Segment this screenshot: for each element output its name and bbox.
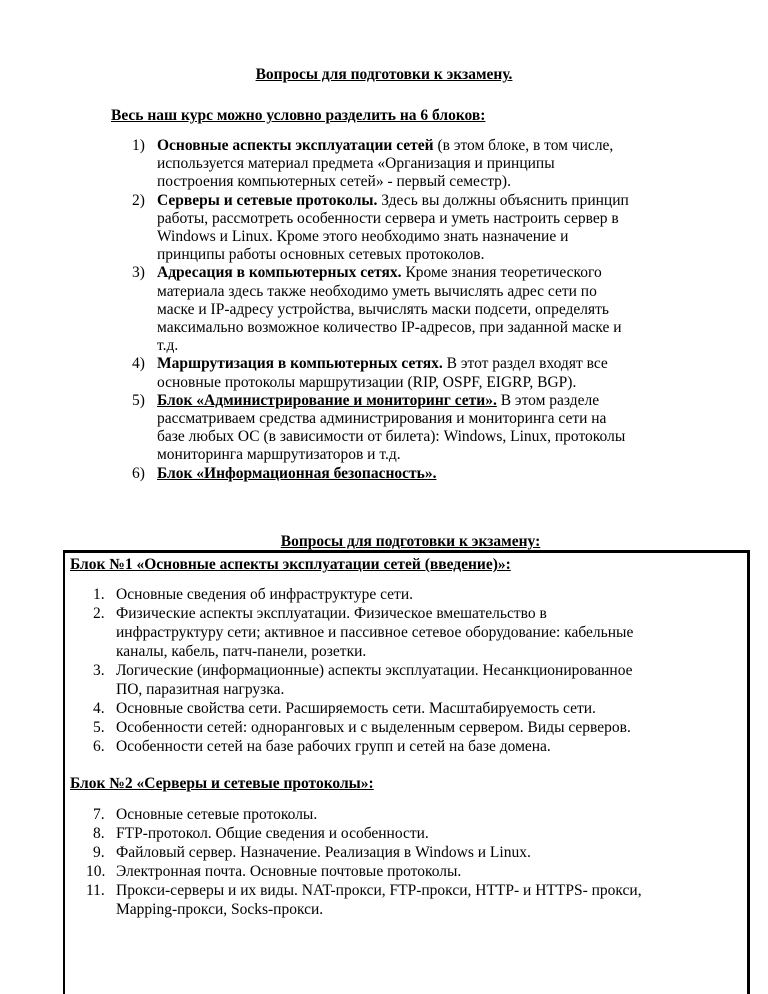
question-number: 11. [86,882,105,899]
frame-border-top [63,550,750,553]
overview-item-line: мониторинга маршрутизаторов и т.д. [157,446,401,464]
overview-item-line: максимально возможное количество IP-адресов, при заданной маске и [157,319,622,336]
question-number: 1. [93,586,105,603]
overview-item-bold: Блок «Администрирование и мониторинг сети». [157,391,497,409]
overview-item-bold: Серверы и сетевые протоколы. [157,191,378,209]
question-number: 9. [93,844,105,861]
overview-item-line: Адресация в компьютерных сетях. Кроме знания теоретического [157,264,602,282]
question-text: Mapping-прокси, Socks-прокси. [116,901,324,918]
question-number: 4. [93,700,105,717]
frame-border-left [63,550,65,994]
question-number: 7. [93,806,105,823]
block1-heading: Блок №1 «Основные аспекты эксплуатации сетей (введение)»: [70,556,511,573]
question-text: Прокси-серверы и их виды. NAT-прокси, FTP-прокси, HTTP- и HTTPS- прокси, [116,882,642,899]
question-number: 8. [93,825,105,842]
overview-item-line: Основные аспекты эксплуатации сетей (в этом блоке, в том числе, [157,137,614,154]
overview-item-line: Windows и Linux. Кроме этого необходимо знать назначение и [157,228,569,245]
question-text: FTP-протокол. Общие сведения и особенности. [116,825,429,842]
overview-item-line: базе любых ОС (в зависимости от билета): Windows, Linux, протоколы [157,428,626,446]
section-title: Вопросы для подготовки к экзамену: [280,533,541,550]
question-number: 6. [93,738,105,755]
question-text: Логические (информационные) аспекты эксплуатации. Несанкционированное [116,662,633,679]
overview-item-bold: Блок «Информационная безопасность». [157,464,437,482]
question-text: Основные сведения об инфраструктуре сети. [116,586,413,603]
question-text: Основные сетевые протоколы. [116,806,318,823]
block2-heading: Блок №2 «Серверы и сетевые протоколы»: [70,775,374,792]
overview-item-bold: Адресация в компьютерных сетях. [157,264,402,282]
overview-item-bold: Маршрутизация в компьютерных сетях. [157,355,443,373]
overview-item-line [157,465,436,483]
overview-item-line: Маршрутизация в компьютерных сетях. В этот раздел входят все [157,355,608,373]
question-text: Электронная почта. Основные почтовые протоколы. [116,863,462,880]
overview-item-line: маске и IP-адресу устройства, вычислять маски подсети, определять [157,300,609,318]
overview-item-line: используется материал предмета «Организация и принципы [157,155,555,173]
question-number: 2. [93,605,105,622]
overview-item-bold: Основные аспекты эксплуатации сетей [157,137,434,154]
question-text: ПО, паразитная нагрузка. [116,681,285,698]
question-text: Физические аспекты эксплуатации. Физическое вмешательство в [116,605,547,622]
frame-border-right [747,550,750,994]
overview-item-line: работы, рассмотреть особенности сервера и уметь настроить сервер в [157,209,619,227]
overview-item-line: построения компьютерных сетей» - первый семестр). [157,173,511,191]
page-title: Вопросы для подготовки к экзамену. [255,66,513,83]
overview-item-line: Серверы и сетевые протоколы. Здесь вы должны объяснить принцип [157,191,629,209]
overview-item-line: рассматриваем средства администрирования и мониторинга сети на [157,410,607,427]
question-text: инфраструктуру сети; активное и пассивное сетевое оборудование: кабельные [116,624,634,641]
question-text: каналы, кабель, патч-панели, розетки. [116,643,367,660]
question-number: 5. [93,719,105,736]
overview-item-line: основные протоколы маршрутизации (RIP, OSPF, EIGRP, BGP). [157,373,577,391]
overview-item-number: 3) [132,264,145,282]
overview-item-number: 5) [132,391,145,409]
question-number: 3. [93,662,105,679]
question-text: Основные свойства сети. Расширяемость сети. Масштабируемость сети. [116,700,596,717]
question-text: Особенности сетей на базе рабочих групп и сетей на базе домена. [116,738,551,755]
question-text: Особенности сетей: одноранговых и с выделенным сервером. Виды серверов. [116,719,631,736]
overview-item-line: Блок «Администрирование и мониторинг сети». В этом разделе [157,391,600,409]
overview-item-number: 1) [132,137,145,154]
question-number: 10. [86,863,106,880]
overview-item-number: 4) [132,355,145,373]
overview-item-line: т.д. [157,337,179,355]
overview-item-number: 2) [132,191,145,209]
question-text: Файловый сервер. Назначение. Реализация в Windows и Linux. [116,844,531,861]
overview-item-line: материала здесь также необходимо уметь вычислять адрес сети по [157,282,597,300]
overview-item-number: 6) [132,464,145,482]
intro-heading: Весь наш курс можно условно разделить на 6 блоков: [111,107,486,124]
overview-item-line: принципы работы основных сетевых протоколов. [157,246,485,264]
